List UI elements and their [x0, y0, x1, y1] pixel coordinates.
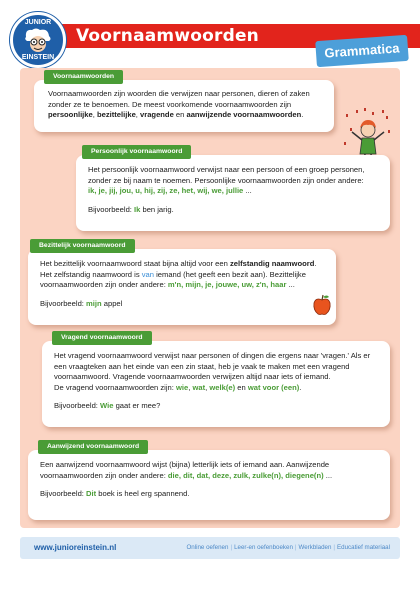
footer-link-werkbladen[interactable]: Werkbladen [298, 544, 332, 551]
junior-einstein-logo[interactable] [10, 12, 66, 68]
example-word: Wie [100, 401, 114, 411]
grammatica-badge: Grammatica [315, 35, 409, 67]
word-welke: welk(e) [209, 382, 236, 392]
label-aanwijzend: Aanwijzend voornaamwoord [38, 440, 148, 454]
footer-link-online-oefenen[interactable]: Online oefenen [186, 544, 229, 551]
label-vragend: Vragend voornaamwoord [52, 331, 152, 345]
t: . Het zelfstandig naamwoord is [40, 259, 317, 279]
sep: en [173, 110, 187, 120]
card-aanwijzend [28, 450, 390, 520]
label-voornaamwoorden: Voornaamwoorden [44, 70, 123, 84]
card-bezittelijk [28, 249, 336, 325]
footer-links [186, 544, 390, 551]
example-word: Ik [134, 204, 141, 214]
footer-separator: | [230, 544, 233, 551]
sep: , [135, 110, 141, 120]
bezittelijk-words: m'n, mijn, je, jouwe, uw, z'n, haar [167, 280, 287, 290]
footer-link-leer-en-oefenboeken[interactable]: Leer-en oefenboeken [234, 544, 293, 551]
term-bezittelijke: bezittelijke [96, 110, 136, 120]
example-rest: ben jarig. [140, 204, 174, 214]
sep: , [205, 382, 210, 392]
sep: , [92, 110, 97, 120]
persoonlijk-desc: Het persoonlijk voornaamwoord verwijst naar een persoon of een groep personen, zonder ze bij naam te noemen. Persoonlijke voornaamwoorden zijn onder andere: [88, 165, 365, 185]
page-title: Voornaamwoorden [76, 26, 259, 46]
aanwijzend-words: die, dit, dat, deze, zulk, zulke(n), diegene(n) [167, 470, 324, 480]
example-prefix: Bijvoorbeeld: [40, 298, 87, 308]
apple-icon [312, 294, 332, 316]
t: Een aanwijzend voornaamwoord wijst (bijna) letterlijk iets of iemand aan. Aanwijzende voornaamwoorden zijn onder andere: [40, 460, 330, 480]
persoonlijk-text [88, 165, 378, 197]
t: iemand (het geeft een bezit aan). Bezittelijke voornaamwoorden zijn onder andere: [40, 269, 306, 290]
example-rest: boek is heel erg spannend. [96, 489, 190, 499]
vragend-example [54, 401, 378, 412]
term-vragende: vragende [140, 110, 174, 120]
example-prefix: Bijvoorbeeld: [88, 204, 135, 214]
footer-link-educatief-materiaal[interactable]: Educatief materiaal [337, 544, 390, 551]
label-bezittelijk: Bezittelijk voornaamwoord [30, 239, 135, 253]
vragend-list [54, 383, 378, 394]
example-rest: gaat er mee? [113, 401, 161, 411]
word-wat: wat [192, 382, 206, 392]
label-persoonlijk: Persoonlijk voornaamwoord [82, 145, 191, 159]
logo-text-top: JUNIOR [24, 19, 52, 26]
aanwijzend-text [40, 460, 378, 481]
term-van: van [141, 269, 154, 279]
persoonlijk-words: ik, je, jij, jou, u, hij, zij, ze, het, wij, we, jullie [88, 186, 244, 196]
logo-text-bottom: EINSTEIN [21, 54, 55, 61]
footer-separator: | [333, 544, 336, 551]
ellipsis: ... [243, 186, 252, 196]
card-vragend [42, 341, 390, 427]
footer [20, 537, 400, 559]
ellipsis: ... [323, 470, 333, 480]
example-prefix: Bijvoorbeeld: [40, 489, 87, 499]
t: De vragend voornaamwoorden zijn: [54, 382, 176, 392]
word-wie: wie [176, 382, 189, 392]
sep: . [299, 382, 302, 392]
sep: en [235, 382, 248, 392]
example-prefix: Bijvoorbeeld: [54, 401, 101, 411]
footer-separator: | [294, 544, 297, 551]
bezittelijk-text [40, 259, 324, 291]
card-persoonlijk [76, 155, 390, 231]
term-aanwijzende: aanwijzende voornaamwoorden [186, 110, 302, 120]
term-zelfstandig-naamwoord: zelfstandig naamwoord [229, 259, 315, 268]
vragend-text: Het vragend voornaamwoord verwijst naar personen of dingen die ergens naar 'vragen.' Als er een vraagteken aan het einde van een zin staat, heb je vaak te maken met een vragend voornaamwoord. Vragende voornaamwoorden verwijzen altijd naar iets of iemand. [54, 351, 371, 382]
ellipsis: ... [286, 280, 295, 290]
example-word: mijn [86, 298, 102, 308]
footer-url-link[interactable]: www.junioreinstein.nl [34, 543, 117, 552]
term-persoonlijke: persoonlijke [48, 110, 93, 120]
t: Het bezittelijk voornaamwoord staat bijna altijd voor een [40, 259, 230, 268]
header [0, 0, 420, 62]
aanwijzend-example [40, 489, 378, 500]
persoonlijk-example [88, 205, 378, 216]
einstein-face-icon [22, 27, 54, 55]
example-rest: appel [101, 298, 123, 308]
sep: , [188, 382, 193, 392]
card-intro [34, 80, 334, 132]
intro-text: Voornaamwoorden zijn woorden die verwijzen naar personen, dieren of zaken zonder ze te benoemen. De meest voorkomende voornaamwoorden zijn [48, 89, 310, 109]
example-word: Dit [86, 489, 97, 499]
word-wat-voor-een: wat voor (een) [247, 382, 300, 392]
sep: . [301, 110, 304, 120]
bezittelijk-example [40, 299, 324, 310]
